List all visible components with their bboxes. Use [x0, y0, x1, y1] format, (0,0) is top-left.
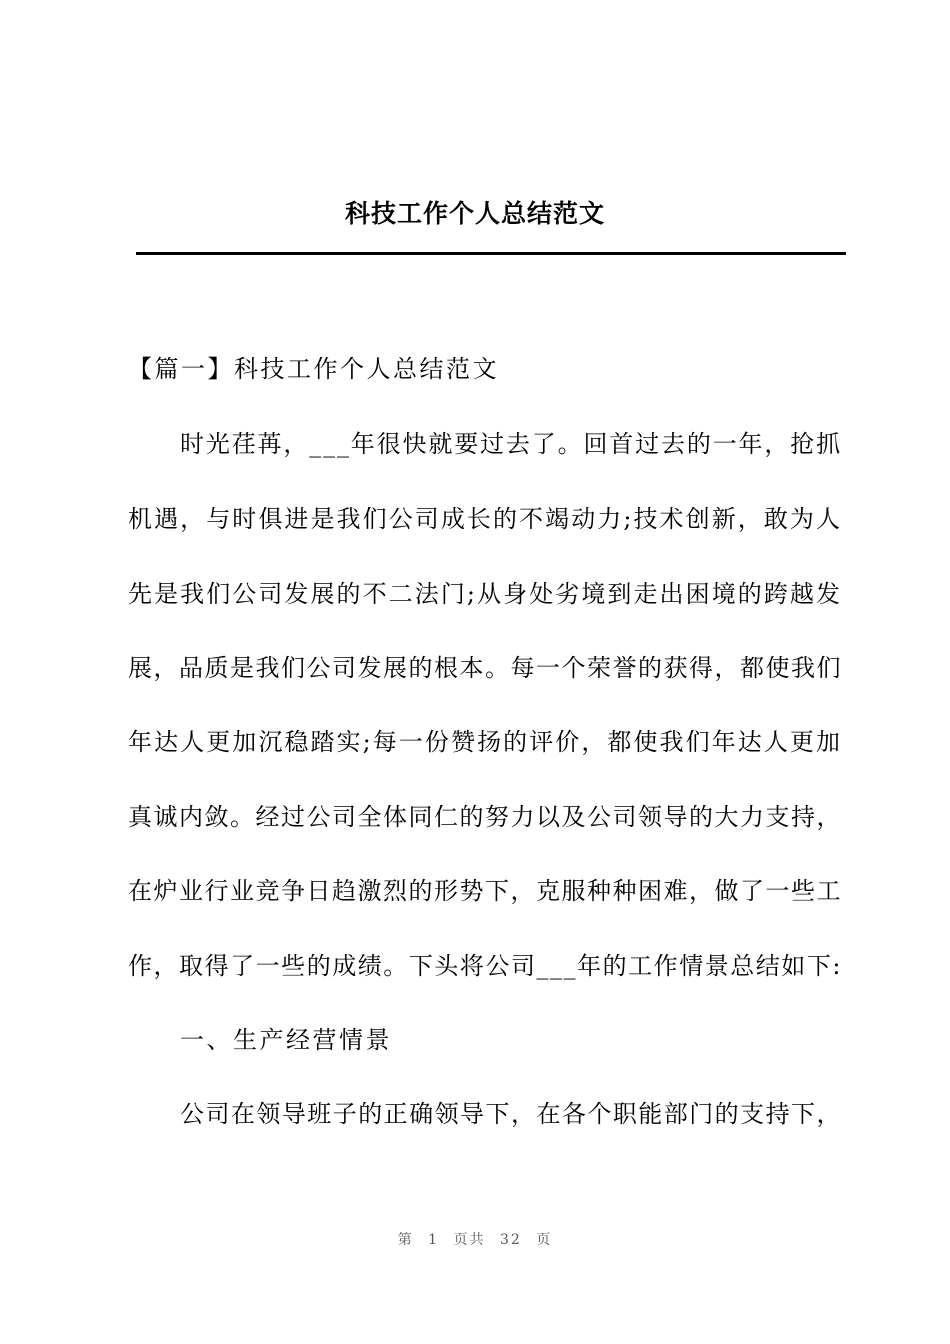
- paragraph-line: 真诚内敛。经过公司全体同仁的努力以及公司领导的大力支持，: [128, 803, 842, 831]
- paragraph-line: 在炉业行业竞争日趋激烈的形势下，克服种种困难，做了一些工: [128, 877, 842, 905]
- paragraph-line: 展，品质是我们公司发展的根本。每一个荣誉的获得，都使我们: [128, 654, 842, 682]
- document-title: 科技工作个人总结范文: [344, 199, 605, 228]
- paragraph-line: 机遇，与时俱进是我们公司成长的不竭动力;技术创新，敢为人: [128, 505, 843, 533]
- section-heading: 【篇一】科技工作个人总结范文: [128, 355, 499, 383]
- subsection-heading: 一、生产经营情景: [180, 1026, 392, 1054]
- title-divider: [136, 252, 846, 255]
- paragraph-line: 先是我们公司发展的不二法门;从身处劣境到走出困境的跨越发: [128, 580, 843, 608]
- paragraph-line: 作，取得了一些的成绩。下头将公司___年的工作情景总结如下:: [128, 952, 842, 980]
- paragraph-line: 年达人更加沉稳踏实;每一份赞扬的评价，都使我们年达人更加: [128, 728, 843, 756]
- paragraph-line: 公司在领导班子的正确领导下，在各个职能部门的支持下，: [180, 1100, 842, 1128]
- paragraph-line: 时光荏苒，___年很快就要过去了。回首过去的一年，抢抓: [180, 430, 842, 458]
- page-number-footer: 第 1 页共 32 页: [397, 1232, 553, 1248]
